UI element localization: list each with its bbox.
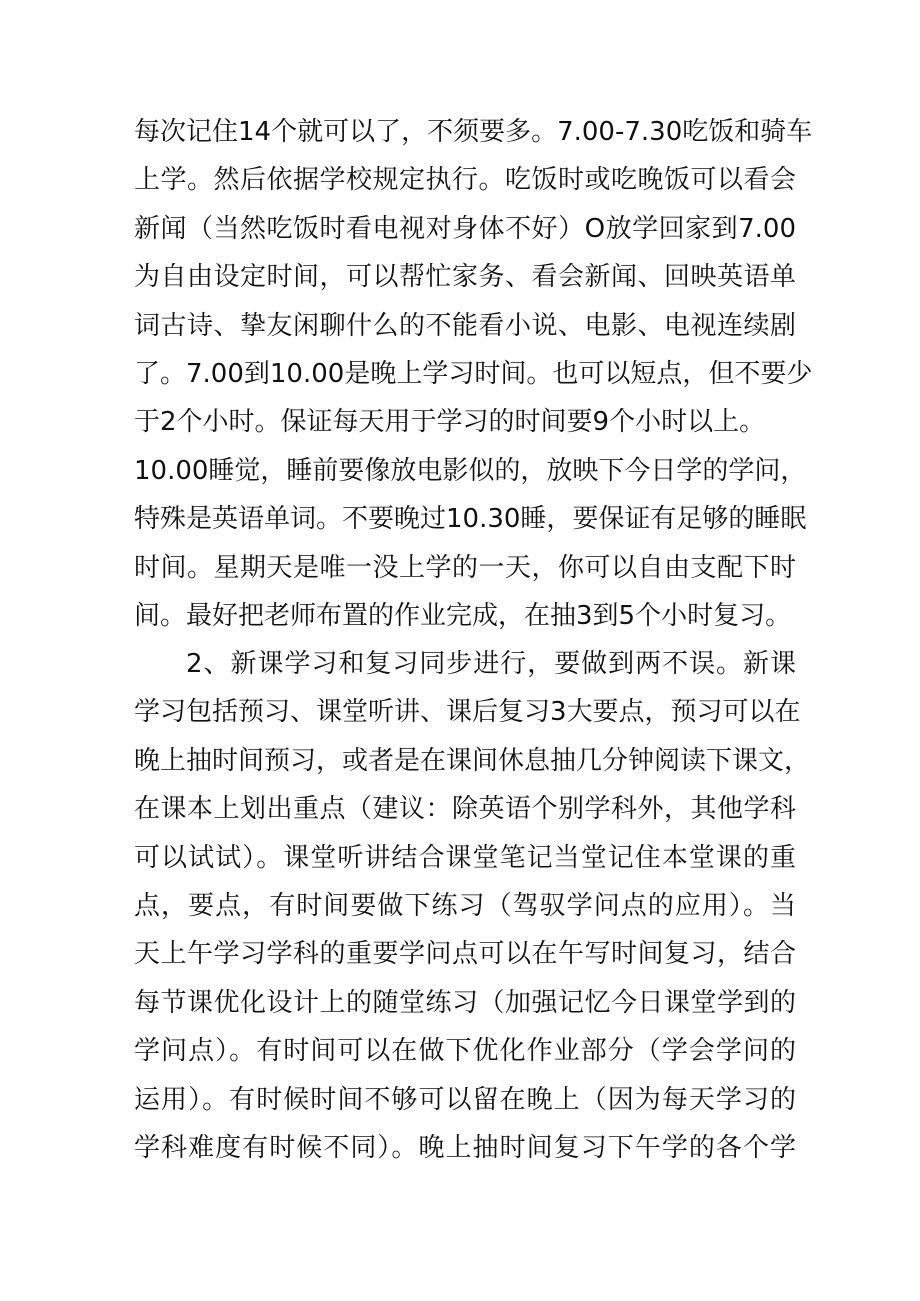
text-line: 2、新课学习和复习同步进行，要做到两不误。新课 — [186, 649, 796, 679]
text-line: 新闻（当然吃饭时看电视对身体不好）O放学回家到7.00 — [134, 213, 796, 244]
text-line: 每节课优化设计上的随堂练习（加强记忆今日课堂学到的 — [134, 987, 796, 1018]
text-line: 特殊是英语单词。不要晚过10.30睡，要保证有足够的睡眠 — [134, 504, 807, 535]
text-line: 可以试试）。课堂听讲结合课堂笔记当堂记住本堂课的重 — [134, 842, 796, 873]
text-line: 为自由设定时间，可以帮忙家务、看会新闻、回映英语单 — [134, 262, 796, 293]
paragraph-new-lesson-review — [134, 640, 811, 1172]
text-line: 每次记住14个就可以了，不须要多。7.00-7.30吃饭和骑车 — [134, 117, 813, 147]
text-line: 天上午学习学科的重要学问点可以在午写时间复习，结合 — [134, 939, 796, 970]
text-line: 运用）。有时候时间不够可以留在晚上（因为每天学习的 — [134, 1084, 796, 1115]
text-line: 了。7.00到10.00是晚上学习时间。也可以短点，但不要少 — [134, 358, 813, 389]
text-line: 词古诗、挚友闲聊什么的不能看小说、电影、电视连续剧 — [134, 310, 796, 341]
text-line: 晚上抽时间预习，或者是在课间休息抽几分钟阅读下课文， — [134, 745, 811, 776]
text-line: 学习包括预习、课堂听讲、课后复习3大要点，预习可以在 — [134, 697, 801, 728]
paragraph-study-schedule — [134, 108, 813, 640]
text-line: 点，要点，有时间要做下练习（驾驭学问点的应用）。当 — [134, 890, 796, 921]
text-line: 在课本上划出重点（建议：除英语个别学科外，其他学科 — [134, 794, 796, 825]
text-line: 学问点）。有时间可以在做下优化作业部分（学会学问的 — [134, 1036, 796, 1067]
text-line: 学科难度有时候不同）。晚上抽时间复习下午学的各个学 — [134, 1132, 796, 1163]
text-line: 于2个小时。保证每天用于学习的时间要9个小时以上。 — [134, 407, 766, 438]
text-line: 间。最好把老师布置的作业完成，在抽3到5个小时复习。 — [134, 600, 792, 631]
text-line: 时间。星期天是唯一没上学的一天，你可以自由支配下时 — [134, 552, 796, 583]
text-line: 10.00睡觉，睡前要像放电影似的，放映下今日学的学问， — [134, 455, 807, 486]
text-line: 上学。然后依据学校规定执行。吃饭时或吃晚饭可以看会 — [134, 165, 796, 196]
